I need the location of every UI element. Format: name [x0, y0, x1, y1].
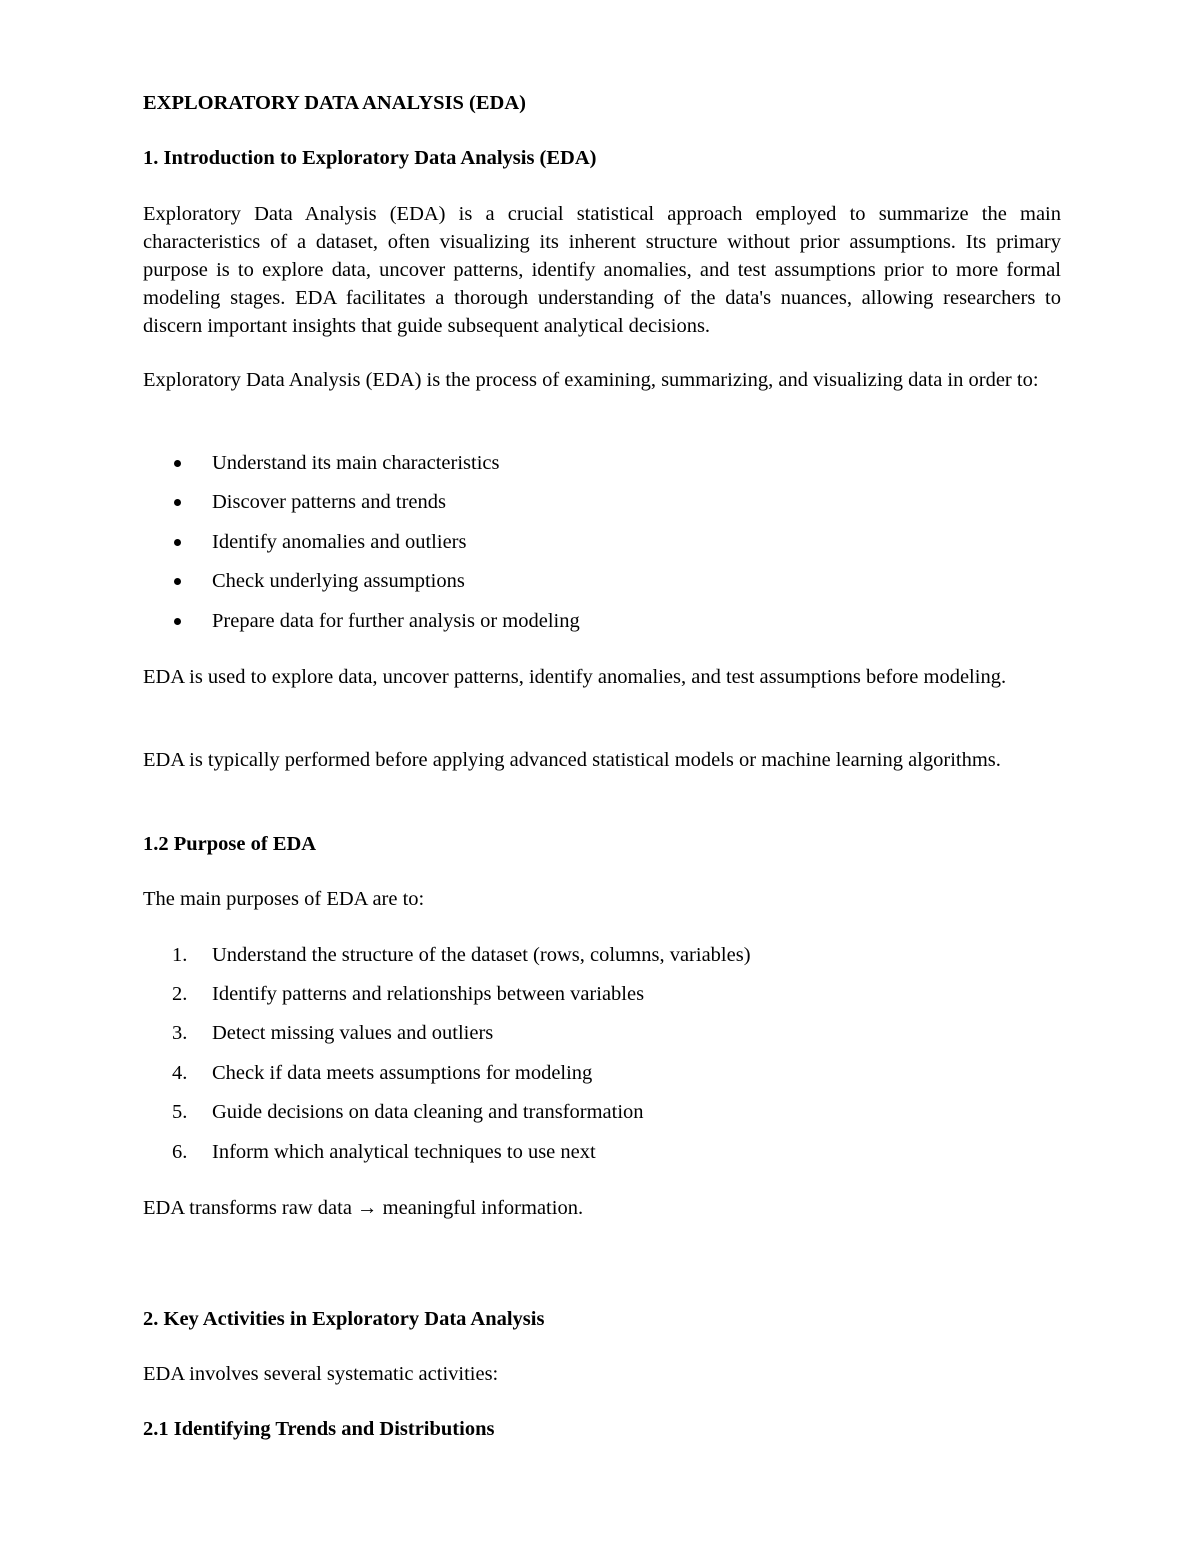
- section-1-paragraph-1: Exploratory Data Analysis (EDA) is a crucial statistical approach employed to summarize the main characteristics of a dataset, often visualizing its inherent structure without prior assumptions. Its primary purpose is to explore data, uncover patterns, identify anomalies, and test assumptions prior to more formal modeling stages. EDA facilitates a thorough understanding of the data's nuances, allowing researchers to discern important insights that guide subsequent analytical decisions.: [143, 203, 1061, 337]
- numbered-item: Detect missing values and outliers: [212, 1022, 494, 1044]
- section-1-2-closing: EDA transforms raw data → meaningful information.: [143, 1197, 584, 1219]
- list-number: 3.: [172, 1022, 188, 1044]
- list-number: 1.: [172, 944, 188, 966]
- numbered-item: Check if data meets assumptions for modeling: [212, 1062, 593, 1084]
- bullet-icon: [174, 460, 181, 467]
- document-title: EXPLORATORY DATA ANALYSIS (EDA): [143, 92, 526, 114]
- section-1-heading: 1. Introduction to Exploratory Data Analysis (EDA): [143, 147, 597, 169]
- bullet-item: Understand its main characteristics: [212, 452, 500, 474]
- list-number: 2.: [172, 983, 188, 1005]
- section-2-1-heading: 2.1 Identifying Trends and Distributions: [143, 1418, 495, 1440]
- section-1-paragraph-2: Exploratory Data Analysis (EDA) is the process of examining, summarizing, and visualizing data in order to:: [143, 369, 1039, 391]
- section-1-paragraph-4: EDA is typically performed before applying advanced statistical models or machine learning algorithms.: [143, 749, 1001, 771]
- bullet-icon: [174, 578, 181, 585]
- list-number: 4.: [172, 1062, 188, 1084]
- bullet-icon: [174, 539, 181, 546]
- bullet-icon: [174, 618, 181, 625]
- numbered-item: Guide decisions on data cleaning and transformation: [212, 1101, 644, 1123]
- section-2-intro: EDA involves several systematic activities:: [143, 1363, 499, 1385]
- section-1-2-heading: 1.2 Purpose of EDA: [143, 833, 317, 855]
- numbered-item: Understand the structure of the dataset (rows, columns, variables): [212, 944, 751, 966]
- section-2-heading: 2. Key Activities in Exploratory Data Analysis: [143, 1308, 545, 1330]
- list-number: 6.: [172, 1141, 188, 1163]
- bullet-item: Identify anomalies and outliers: [212, 531, 467, 553]
- bullet-icon: [174, 499, 181, 506]
- numbered-item: Identify patterns and relationships between variables: [212, 983, 645, 1005]
- bullet-item: Discover patterns and trends: [212, 491, 446, 513]
- section-1-paragraph-3: EDA is used to explore data, uncover patterns, identify anomalies, and test assumptions before modeling.: [143, 666, 1007, 688]
- section-1-2-intro: The main purposes of EDA are to:: [143, 888, 425, 910]
- list-number: 5.: [172, 1101, 188, 1123]
- bullet-item: Prepare data for further analysis or modeling: [212, 610, 580, 632]
- bullet-item: Check underlying assumptions: [212, 570, 465, 592]
- numbered-item: Inform which analytical techniques to use next: [212, 1141, 596, 1163]
